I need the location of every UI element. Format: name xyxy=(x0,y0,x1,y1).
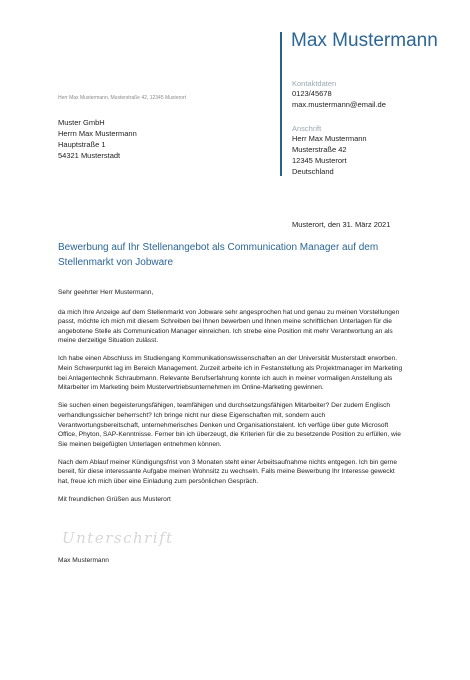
body-paragraph: Nach dem Ablauf meiner Kündigungsfrist von 3 Monaten steht einer Arbeitsaufnahme nichts entgegen. Ich bin gerne bereit, für diese interessante Aufgabe meinen Wohnsitz zu wechseln. Falls meine Bewerbung Ihr Interesse geweckt hat, freue ich mich über eine Einladung zum persönlichen Gespräch. xyxy=(58,458,398,485)
letter-date: Musterort, den 31. März 2021 xyxy=(292,220,391,229)
recipient-line: Hauptstraße 1 xyxy=(58,140,106,149)
phone-number: 0123/45678 xyxy=(292,89,332,98)
body-paragraph: Ich habe einen Abschluss im Studiengang Kommunikationswissenschaften an der Universität Musterstadt erworben. Mein Schwerpunkt lag im Bereich Management. Zurzeit arbeite ich in Festanstellung als Projektmanager im Marketing bei Anlagentechnik Schraubmann. Relevante Berufserfahrung konnte ich auch in meiner vormaligen Anstellung als Mitarbeiter im Marketing beim Mustervertriebsunternehmen im Online-Marketing gewinnen. xyxy=(58,355,403,392)
applicant-address xyxy=(292,133,367,177)
address-label: Anschrift xyxy=(292,124,322,133)
signature-name: Max Mustermann xyxy=(58,557,109,564)
salutation: Sehr geehrter Herr Mustermann, xyxy=(58,289,154,296)
recipient-line: 54321 Musterstadt xyxy=(58,151,121,160)
signature: Unterschrift xyxy=(62,529,174,547)
closing: Mit freundlichen Grüßen aus Musterort xyxy=(58,496,171,504)
recipient-address xyxy=(58,117,137,161)
contact-details xyxy=(292,88,386,110)
body-paragraph: Sie suchen einen begeisterungsfähigen, teamfähigen und durchsetzungsfähigen Mitarbeiter? Der zudem Englisch verhandlungssicher beherrscht? Ich bringe nicht nur diese Eigenschaften mit, sondern auch Verantwortungsbereitschaft, unternehmerisches Denken und Organisationstalent. Ich verfüge über gute Microsoft Office, Phyton, SAP-Kenntnisse. Ferner bin ich überzeugt, die Kriterien für die zu besetzende Position zu erfüllen, wie Sie meinen beigefügten Unterlagen entnehmen können. xyxy=(58,402,401,448)
sender-return-line: Herr Max Mustermann, Musterstraße 42, 12345 Musterort xyxy=(58,95,187,101)
header-divider-line xyxy=(280,32,282,176)
address-line: Musterstraße 42 xyxy=(292,145,347,154)
email-address: max.mustermann@email.de xyxy=(292,100,386,109)
recipient-line: Muster GmbH xyxy=(58,118,105,127)
letter-subject: Bewerbung auf Ihr Stellenangebot als Communication Manager auf dem Stellenmarkt von Jobware xyxy=(58,242,379,268)
address-line: Herr Max Mustermann xyxy=(292,134,367,143)
address-line: 12345 Musterort xyxy=(292,156,347,165)
recipient-line: Herrn Max Mustermann xyxy=(58,129,137,138)
body-paragraph: da mich Ihre Anzeige auf dem Stellenmarkt von Jobware sehr angesprochen hat und genau zu meinen Vorstellungen passt, möchte ich mich mit diesem Schreiben bei Ihnen bewerben und Ihnen meine schriftlichen Unterlagen für die angebotene Stelle als Communication Manager einreichen. Ich strebe eine Position mit mehr Verantwortung an als meine derzeitige Situation zulässt. xyxy=(58,308,400,345)
contact-label: Kontaktdaten xyxy=(292,79,337,88)
address-line: Deutschland xyxy=(292,167,334,176)
applicant-name: Max Mustermann xyxy=(291,30,438,51)
letter-body xyxy=(58,288,404,513)
